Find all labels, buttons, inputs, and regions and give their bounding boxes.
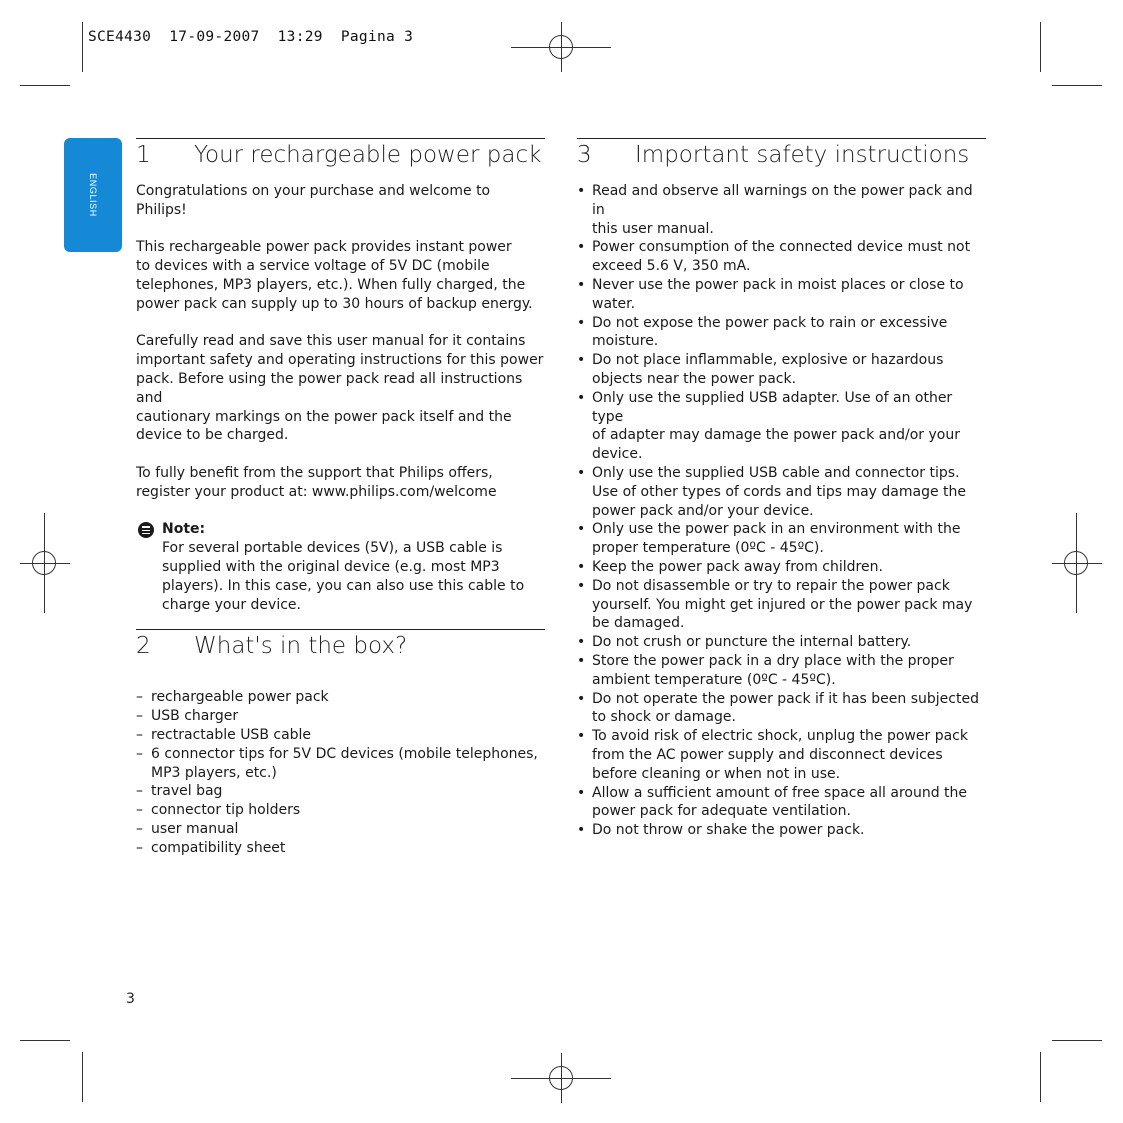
list-item: • Do not disassemble or try to repair the power pack yourself. You might get injured or the power pack may be damaged. bbox=[577, 577, 986, 633]
product-description-paragraph: This rechargeable power pack provides instant power to devices with a service voltage of 5V DC (mobile telephones, MP3 players, etc.). When fully charged, the power pack can supply up to 30 hours of backup energy. bbox=[136, 239, 533, 312]
registration-circle bbox=[549, 1066, 573, 1090]
section-2-number: 2 bbox=[136, 633, 151, 660]
list-item: • Never use the power pack in moist places or close to water. bbox=[577, 276, 986, 314]
slug-time: 13:29 bbox=[277, 29, 323, 45]
welcome-paragraph: Congratulations on your purchase and welcome to Philips! bbox=[136, 183, 491, 218]
note-title: Note: bbox=[162, 521, 206, 538]
section-3-title: Important safety instructions bbox=[635, 142, 970, 168]
section-1-title: Your rechargeable power pack bbox=[194, 142, 542, 168]
list-item: • Keep the power pack away from children. bbox=[577, 558, 986, 577]
safety-instructions-list bbox=[577, 182, 986, 840]
list-item: • Only use the supplied USB cable and connector tips. Use of other types of cords and tips may damage the power pack and/or your device. bbox=[577, 464, 986, 520]
crop-mark bbox=[1052, 85, 1102, 86]
list-item: – travel bag bbox=[136, 782, 545, 801]
crop-mark bbox=[82, 22, 83, 72]
list-item: – 6 connector tips for 5V DC devices (mobile telephones, MP3 players, etc.) bbox=[136, 745, 545, 783]
list-item: • Do not expose the power pack to rain or excessive moisture. bbox=[577, 314, 986, 352]
list-item: • Only use the supplied USB adapter. Use of an other type of adapter may damage the power pack and/or your device. bbox=[577, 389, 986, 464]
page-number: 3 bbox=[126, 991, 135, 1007]
slug-page-label: Pagina 3 bbox=[340, 29, 414, 45]
crop-mark bbox=[1040, 22, 1041, 72]
section-1-heading bbox=[136, 138, 545, 182]
note-block bbox=[136, 520, 545, 614]
section-2-title: What's in the box? bbox=[194, 633, 408, 660]
manual-instructions-paragraph: Carefully read and save this user manual for it contains important safety and operating instructions for this power pack. Before using the power pack read all instructions and cautionary markings on the power pack itself and the device to be charged. bbox=[136, 333, 544, 444]
left-column bbox=[136, 138, 545, 858]
list-item: – USB charger bbox=[136, 707, 545, 726]
list-item: • Do not throw or shake the power pack. bbox=[577, 821, 986, 840]
registration-circle bbox=[549, 35, 573, 59]
registration-circle bbox=[32, 551, 56, 575]
section-3-heading bbox=[577, 138, 986, 182]
list-item: – compatibility sheet bbox=[136, 839, 545, 858]
list-item: – user manual bbox=[136, 820, 545, 839]
registration-circle bbox=[1064, 551, 1088, 575]
list-item: – connector tip holders bbox=[136, 801, 545, 820]
section-1-number: 1 bbox=[136, 142, 151, 168]
list-item: • Store the power pack in a dry place with the proper ambient temperature (0ºC - 45ºC). bbox=[577, 652, 986, 690]
list-item: • Do not operate the power pack if it has been subjected to shock or damage. bbox=[577, 690, 986, 728]
note-icon bbox=[138, 522, 154, 538]
right-column bbox=[577, 138, 986, 840]
slug-code: SCE4430 bbox=[88, 29, 152, 45]
crop-mark bbox=[20, 1040, 70, 1041]
crop-mark bbox=[20, 85, 70, 86]
slug-date: 17-09-2007 bbox=[169, 29, 260, 45]
language-tab-label: ENGLISH bbox=[88, 173, 98, 217]
list-item: • Do not place inflammable, explosive or hazardous objects near the power pack. bbox=[577, 351, 986, 389]
list-item: • Allow a sufficient amount of free space all around the power pack for adequate ventilation. bbox=[577, 784, 986, 822]
crop-mark bbox=[82, 1052, 83, 1102]
crop-mark bbox=[1040, 1052, 1041, 1102]
list-item: • Power consumption of the connected device must not exceed 5.6 V, 350 mA. bbox=[577, 238, 986, 276]
list-item: • Only use the power pack in an environment with the proper temperature (0ºC - 45ºC). bbox=[577, 520, 986, 558]
list-item: • Read and observe all warnings on the power pack and in this user manual. bbox=[577, 182, 986, 238]
printer-slug bbox=[88, 29, 413, 45]
note-text: For several portable devices (5V), a USB cable is supplied with the original device (e.g. most MP3 players). In this case, you can also use this cable to charge your device. bbox=[162, 540, 525, 613]
crop-mark bbox=[1052, 1040, 1102, 1041]
section-3-number: 3 bbox=[577, 142, 592, 168]
list-item: – rectractable USB cable bbox=[136, 726, 545, 745]
list-item: • Do not crush or puncture the internal battery. bbox=[577, 633, 986, 652]
section-2-heading bbox=[136, 629, 545, 673]
language-tab bbox=[64, 138, 122, 252]
box-contents-list bbox=[136, 688, 545, 857]
list-item: – rechargeable power pack bbox=[136, 688, 545, 707]
list-item: • To avoid risk of electric shock, unplug the power pack from the AC power supply and disconnect devices before cleaning or when not in use. bbox=[577, 727, 986, 783]
register-paragraph: To fully benefit from the support that Philips offers, register your product at: www.philips.com/welcome bbox=[136, 464, 497, 500]
